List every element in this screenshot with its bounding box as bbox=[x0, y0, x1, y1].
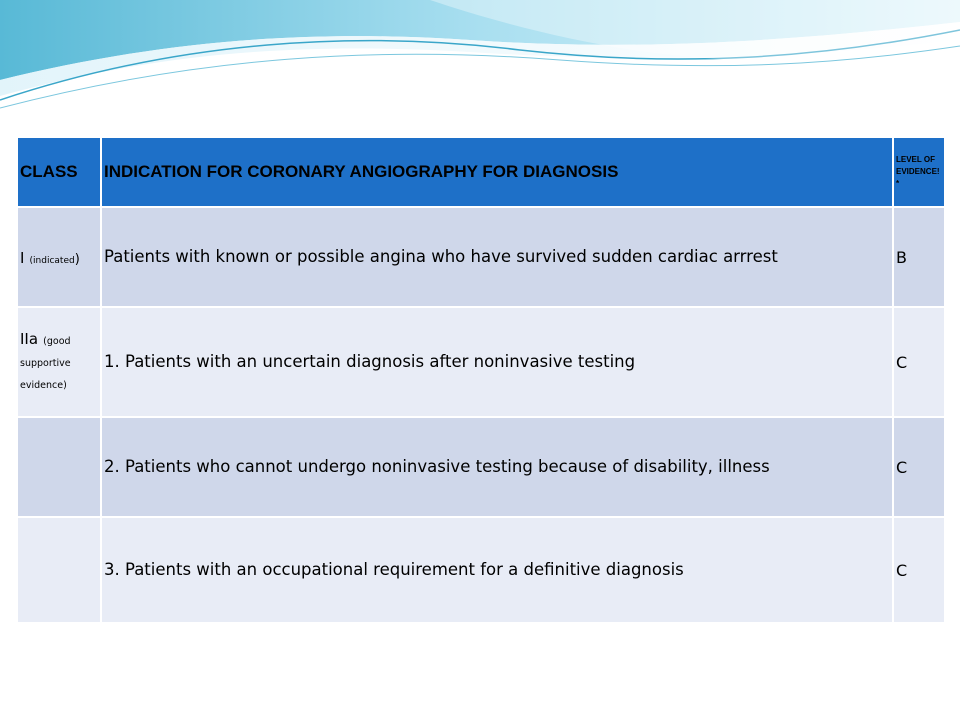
table-row bbox=[17, 517, 945, 623]
class-cell bbox=[17, 417, 101, 517]
class-cell bbox=[17, 307, 101, 417]
table-row bbox=[17, 417, 945, 517]
table-row bbox=[17, 307, 945, 417]
evidence-table bbox=[16, 136, 946, 624]
indication-cell: Patients with known or possible angina who have survived sudden cardiac arrrest bbox=[101, 207, 893, 307]
header-class: CLASS bbox=[17, 137, 101, 207]
class-value: I bbox=[20, 248, 25, 267]
class-cell bbox=[17, 207, 101, 307]
header-level-of-evidence: LEVEL OF EVIDENCE! * bbox=[893, 137, 945, 207]
class-note: (indicated bbox=[29, 255, 75, 266]
header-indication: INDICATION FOR CORONARY ANGIOGRAPHY FOR DIAGNOSIS bbox=[101, 137, 893, 207]
level-cell: C bbox=[893, 517, 945, 623]
table-header-row bbox=[17, 137, 945, 207]
decorative-wave-header bbox=[0, 0, 960, 120]
indication-cell: 2. Patients who cannot undergo noninvasive testing because of disability, illness bbox=[101, 417, 893, 517]
indication-cell: 1. Patients with an uncertain diagnosis after noninvasive testing bbox=[101, 307, 893, 417]
table-row bbox=[17, 207, 945, 307]
class-note: (good supportive evidence) bbox=[20, 336, 71, 391]
indication-cell: 3. Patients with an occupational requirement for a definitive diagnosis bbox=[101, 517, 893, 623]
level-cell: C bbox=[893, 417, 945, 517]
class-cell bbox=[17, 517, 101, 623]
level-cell: B bbox=[893, 207, 945, 307]
level-cell: C bbox=[893, 307, 945, 417]
class-note-close: ) bbox=[74, 251, 80, 267]
class-value: IIa bbox=[20, 330, 39, 348]
